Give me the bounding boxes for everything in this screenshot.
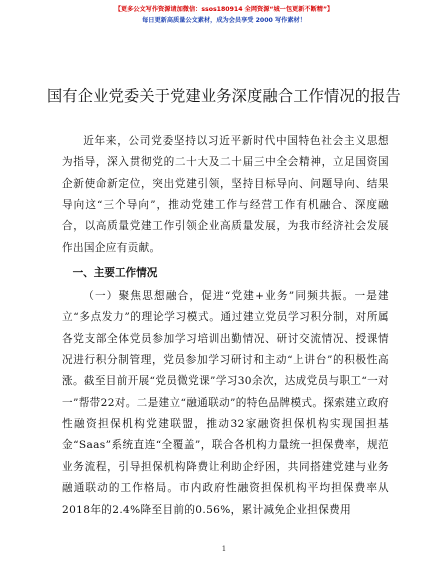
document-body xyxy=(62,131,389,521)
page-number: 1 xyxy=(221,545,227,553)
section-heading: 一、主要工作情况 xyxy=(72,267,158,280)
document-title: 国有企业党委关于党建业务深度融合工作情况的报告 xyxy=(47,87,401,105)
section-paragraph: （一）聚焦思想融合，促进“党建+业务”同频共振。一是建立“多点发力”的理论学习模式。通过建立党员学习积分制，对所属各党支部全体党员参加学习培训出勤情况、研讨交流情况、授课情况进行积分制管理，党员参加学习研讨和主动“上讲台”的积极性高涨。截至目前开展“党员微党课”学习30余次，达成党员与职工“一对一”帮带22对。二是建立“融通联动”的特色品牌模式。探索建立政府性融资担保机构党建联盟，推动32家融资担保机构实现国担基金“Saas”系统直连“全覆盖”，联合各机构力量统一担保费率，规范业务流程，引导担保机构降费让利助企纾困，共同搭建党建与业务融通联动的工作格局。市内政府性融资担保机构平均担保费率从2018年的2.4%降至目前的0.56%，累计减免企业担保费用 xyxy=(62,290,389,516)
promo-banner xyxy=(0,4,448,26)
intro-paragraph: 近年来，公司党委坚持以习近平新时代中国特色社会主义思想为指导，深入贯彻党的二十大及二十届三中全会精神，立足国资国企新使命新定位，突出党建引领，坚持目标导向、问题导向、结果导向这“三个导向”，推动党建工作与经营工作有机融合、深度融合，以高质量党建工作引领企业高质量发展，为我市经济社会发展作出国企应有贡献。 xyxy=(62,135,389,254)
promo-line-2: 每日更新高质量公文素材，成为会员享受 2000 写作素材！ xyxy=(142,17,306,24)
promo-line-1: 【更多公文写作资源请加微信：ssos180914 全网资源“城一包更新不断精”】 xyxy=(114,6,334,13)
